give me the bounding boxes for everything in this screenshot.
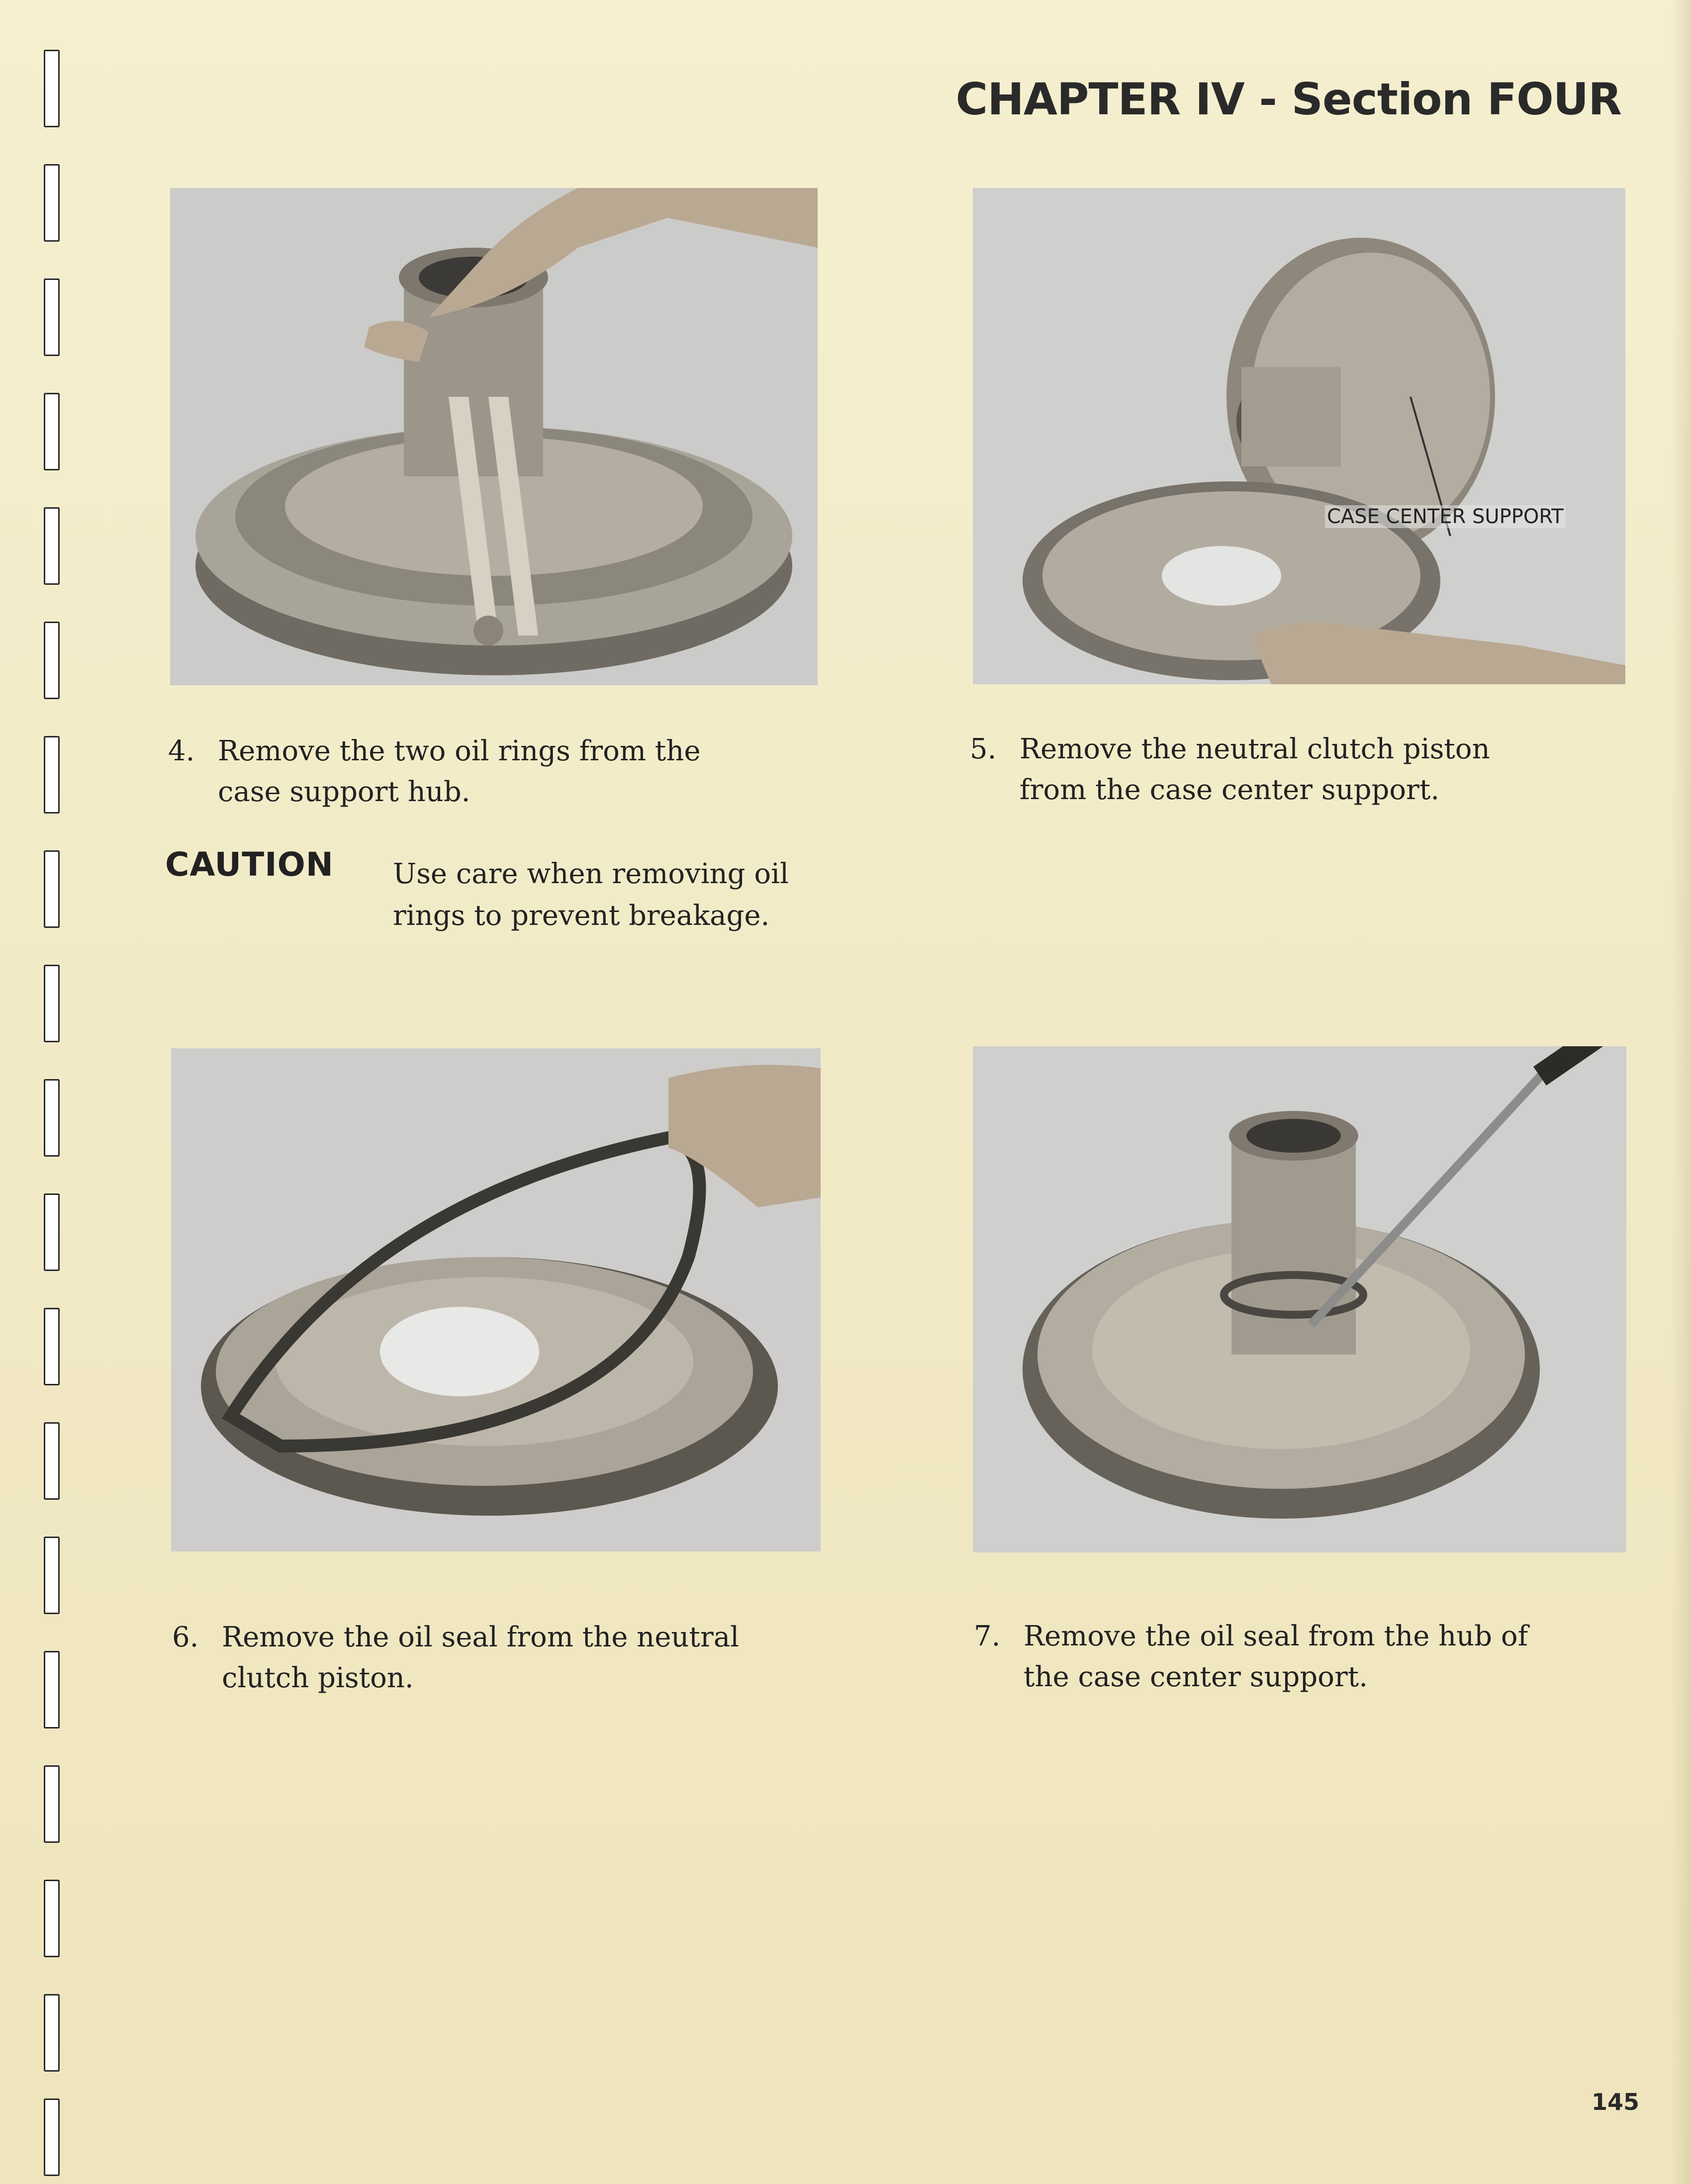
photo-step-5 <box>973 188 1625 684</box>
binding-hole <box>44 1765 60 1843</box>
case-center-support-callout: CASE CENTER SUPPORT <box>1325 505 1566 528</box>
binding-hole <box>44 850 60 928</box>
caption-step-7 <box>974 1616 1635 1698</box>
photo-step-7 <box>973 1046 1626 1552</box>
caption-step-5 <box>970 729 1631 811</box>
binding-hole <box>44 393 60 470</box>
photo-step-6-illustration <box>171 1048 821 1551</box>
step-number: 4. <box>168 735 195 767</box>
step-text-line2: clutch piston. <box>222 1662 414 1694</box>
binding-hole <box>44 736 60 814</box>
step-text-line1: Remove the oil seal from the hub of <box>1024 1620 1528 1652</box>
binding-hole <box>44 1537 60 1614</box>
step-text-line1: Remove the neutral clutch piston <box>1020 733 1490 765</box>
binding-hole <box>44 278 60 356</box>
page-edge-shadow <box>1671 0 1691 2184</box>
step-text-line2: the case center support. <box>1024 1661 1368 1693</box>
chapter-header: CHAPTER IV - Section FOUR <box>955 74 1621 125</box>
photo-step-4-illustration <box>170 188 818 685</box>
caution-text: Use care when removing oil rings to prevent breakage. <box>393 858 789 932</box>
caption-step-6 <box>172 1617 834 1699</box>
photo-step-4 <box>170 188 818 685</box>
page-number: 145 <box>1591 2089 1639 2115</box>
binding-hole <box>44 1308 60 1385</box>
photo-step-6 <box>171 1048 821 1551</box>
caption-step-4 <box>168 731 825 813</box>
binding-hole <box>44 1651 60 1729</box>
photo-step-5-illustration <box>973 188 1625 684</box>
binding-hole <box>44 1994 60 2072</box>
binding-hole <box>44 622 60 699</box>
step-text-line1: Remove the two oil rings from the <box>218 735 701 767</box>
binding-hole <box>44 164 60 242</box>
binding-hole <box>44 2098 60 2176</box>
step-number: 6. <box>172 1621 199 1653</box>
step-text-line1: Remove the oil seal from the neutral <box>222 1621 739 1653</box>
step-text-line2: from the case center support. <box>1020 774 1440 806</box>
step-text-line2: case support hub. <box>218 776 470 808</box>
binding-hole <box>44 50 60 127</box>
step-number: 7. <box>974 1620 1001 1652</box>
binding-hole <box>44 507 60 585</box>
caution-label: CAUTION <box>165 845 334 884</box>
binding-hole <box>44 1079 60 1157</box>
photo-step-7-illustration <box>973 1046 1626 1552</box>
binding-hole <box>44 1880 60 1957</box>
step-number: 5. <box>970 733 997 765</box>
binding-hole <box>44 965 60 1042</box>
binding-hole <box>44 1193 60 1271</box>
binding-hole <box>44 1422 60 1500</box>
